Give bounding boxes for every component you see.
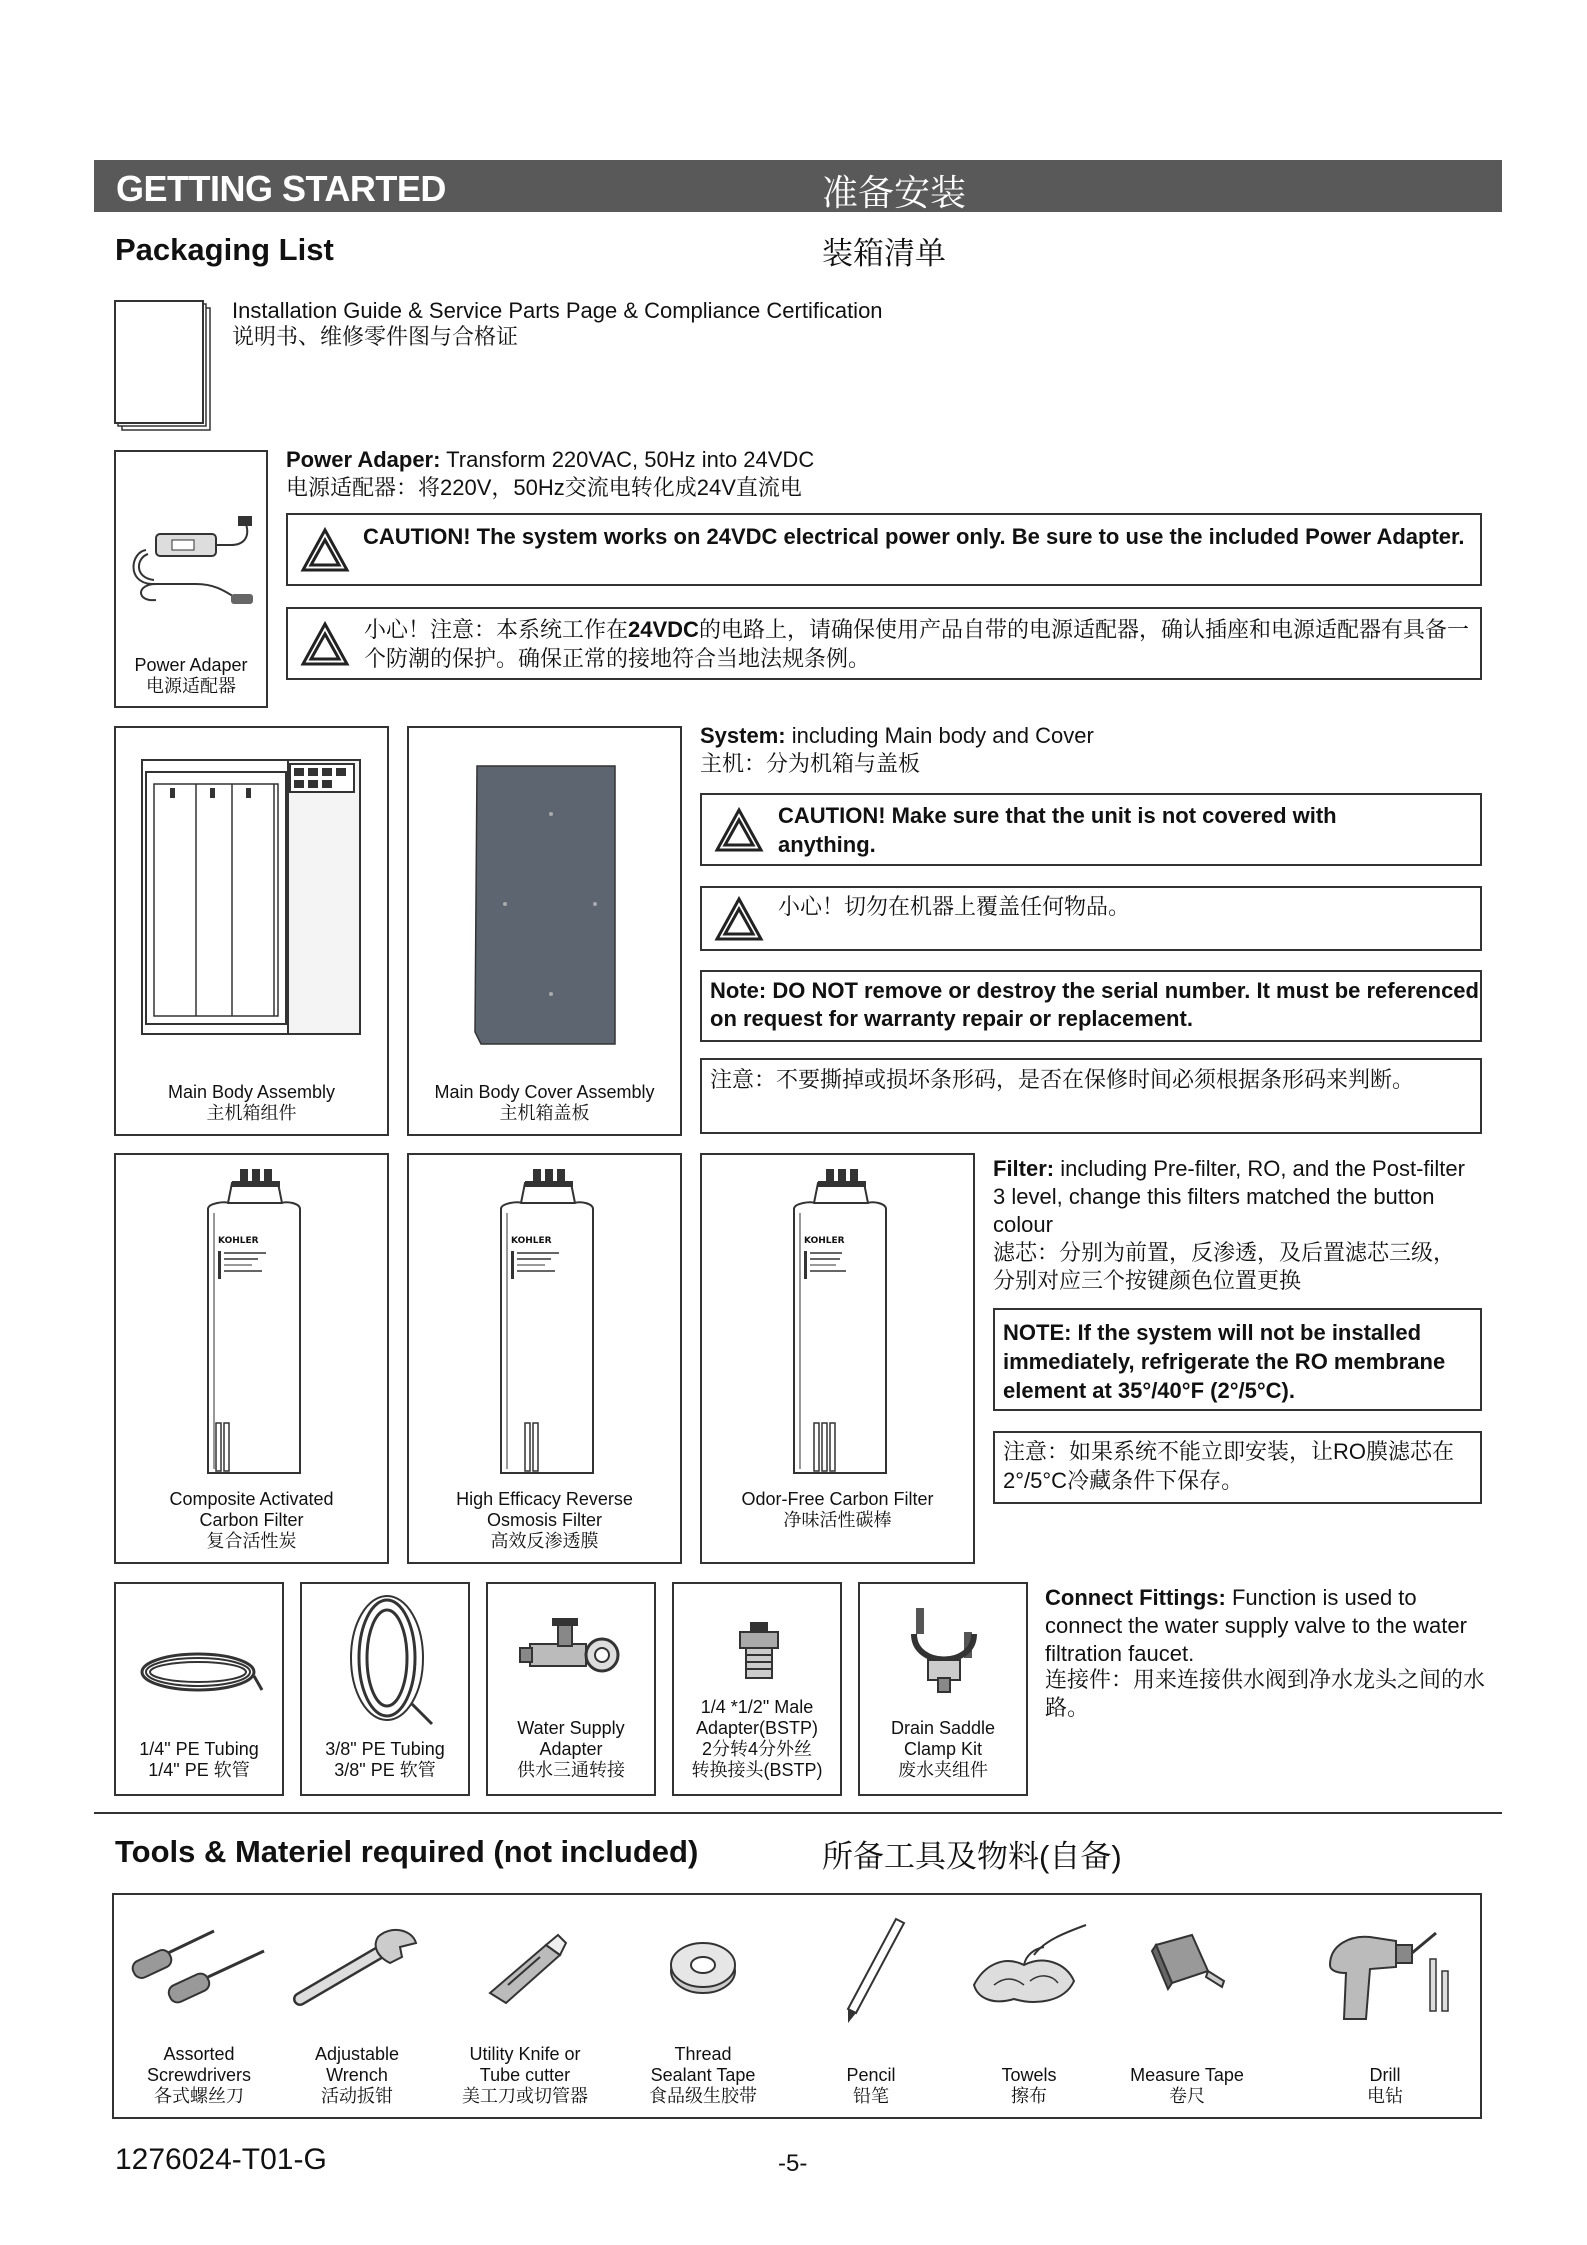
fittings-label <box>1045 1584 1485 1668</box>
fitting-5-cap-l3: 废水夹组件 <box>898 1760 988 1780</box>
tool-6-cap-l3: 擦布 <box>1011 2086 1047 2106</box>
tools-title-zh: 所备工具及物料(自备) <box>822 1839 1122 1874</box>
fitting-3-cap-l3: 供水三通转接 <box>517 1760 625 1780</box>
filter-1-cap-en2: Carbon Filter <box>199 1510 304 1530</box>
power-caution-zh-part2: 的电路上，请确保使用产品自带的电源适配器，确认插座和电源适配器有具备一个防潮的保护。确保正常的接地符合当地法规条例。 <box>364 617 1469 671</box>
filter-label-zh: 滤芯：分别为前置，反渗透，及后置滤芯三级，分别对应三个按键颜色位置更换 <box>993 1240 1456 1293</box>
filter-1-cap-zh: 复合活性炭 <box>206 1531 297 1551</box>
fitting-2-cap-l2: 3/8" PE 软管 <box>334 1760 436 1780</box>
male-adapter-icon <box>736 1622 782 1680</box>
power-caution-en <box>286 513 1482 586</box>
tubing-coil-icon <box>138 1646 264 1698</box>
fitting-4-cap-l4: 转换接头(BSTP) <box>691 1760 823 1780</box>
drain-saddle-icon <box>908 1608 982 1694</box>
system-caution-zh-text: 小心！切勿在机器上覆盖任何物品。 <box>778 894 1131 919</box>
drill-icon <box>1310 1915 1460 2025</box>
tool-5-cap-l3: 铅笔 <box>853 2086 889 2106</box>
tool-screwdrivers <box>124 1895 274 2119</box>
guide-label-en: Installation Guide & Service Parts Page & Compliance Certification <box>232 298 883 323</box>
main-body-cap-en: Main Body Assembly <box>167 1082 336 1102</box>
packaging-title-en: Packaging List <box>115 232 334 267</box>
tools-box <box>112 1893 1482 2119</box>
power-adapter-label-rest: Transform 220VAC, 50Hz into 24VDC <box>440 447 815 472</box>
filter-3-cap-zh: 净味活性碳棒 <box>783 1510 892 1530</box>
power-caution-en-text: CAUTION! The system works on 24VDC electrical power only. Be sure to use the included Power Adapter. <box>363 524 1465 549</box>
fitting-5-cap-l2: Clamp Kit <box>903 1739 983 1759</box>
system-label-rest: including Main body and Cover <box>785 723 1094 748</box>
filter-box-2 <box>407 1153 682 1564</box>
tool-8-cap-l3: 电钻 <box>1367 2086 1403 2106</box>
filter-cartridge-icon <box>792 1169 888 1479</box>
system-caution-zh <box>700 886 1482 951</box>
tool-measure-tape <box>1112 1895 1262 2119</box>
power-adapter-cap-en: Power Adaper <box>134 655 248 675</box>
ro-note-zh: 注意：如果系统不能立即安装，让RO膜滤芯在2°/5°C冷藏条件下保存。 <box>993 1431 1482 1504</box>
main-cover-cap-zh: 主机箱盖板 <box>499 1103 590 1123</box>
fitting-4-cap-l1: 1/4 *1/2" Male <box>700 1697 814 1717</box>
power-adapter-label <box>286 446 814 474</box>
warning-triangle-icon <box>300 621 350 667</box>
serial-note-en: Note: DO NOT remove or destroy the serial number. It must be referenced on request for warranty repair or replacement. <box>700 970 1482 1042</box>
tool-2-cap-l1: Adjustable <box>314 2044 400 2064</box>
tool-2-cap-l3: 活动扳钳 <box>321 2086 393 2106</box>
tool-3-cap-l1: Utility Knife or <box>469 2044 581 2064</box>
main-body-cap-zh: 主机箱组件 <box>206 1103 297 1123</box>
filter-2-cap-zh: 高效反渗透膜 <box>490 1531 599 1551</box>
filter-3-cap-en1: Odor-Free Carbon Filter <box>741 1489 934 1509</box>
main-body-icon <box>140 758 362 1038</box>
tool-pencil <box>796 1895 946 2119</box>
filter-box-3 <box>700 1153 975 1564</box>
system-caution-en-text: CAUTION! Make sure that the unit is not covered with anything. <box>778 803 1337 857</box>
tool-5-cap-l2: Pencil <box>846 2065 896 2085</box>
tool-7-cap-l2: Measure Tape <box>1130 2065 1244 2085</box>
tool-7-cap-l3: 卷尺 <box>1169 2086 1205 2106</box>
system-label <box>700 722 1094 750</box>
fitting-box-drain-saddle <box>858 1582 1028 1796</box>
fittings-label-rest: Function is used to connect the water supply valve to the water filtration faucet. <box>1045 1585 1467 1666</box>
fitting-2-cap-l1: 3/8" PE Tubing <box>325 1739 445 1759</box>
warning-triangle-icon <box>300 527 350 573</box>
utility-knife-icon <box>450 1915 600 2015</box>
kohler-logo-text: KOHLER <box>511 1236 552 1246</box>
tool-8-cap-l2: Drill <box>1369 2065 1401 2085</box>
main-cover-box <box>407 726 682 1136</box>
tool-3-cap-l2: Tube cutter <box>479 2065 571 2085</box>
power-adapter-label-bold: Power Adaper: <box>286 447 441 472</box>
ro-note-en: NOTE: If the system will not be installed immediately, refrigerate the RO membrane element at 35°/40°F (2°/5°C). <box>993 1308 1482 1411</box>
main-cover-cap-en: Main Body Cover Assembly <box>434 1082 655 1102</box>
kohler-logo-text: KOHLER <box>218 1236 259 1246</box>
tool-4-cap-l2: Sealant Tape <box>650 2065 756 2085</box>
warning-triangle-icon <box>714 807 764 853</box>
power-caution-zh <box>286 607 1482 680</box>
filter-cartridge-icon <box>499 1169 595 1479</box>
fittings-label-bold: Connect Fittings: <box>1045 1585 1226 1610</box>
section-title-en: GETTING STARTED <box>116 168 446 209</box>
screwdriver-icon <box>124 1915 274 2015</box>
filter-label <box>993 1155 1473 1239</box>
tools-title-en: Tools & Materiel required (not included) <box>115 1834 699 1869</box>
system-label-bold: System: <box>700 723 786 748</box>
section-title-zh: 准备安装 <box>822 172 967 213</box>
filter-box-1 <box>114 1153 389 1564</box>
power-caution-zh-text <box>364 615 1472 673</box>
fitting-1-cap-l1: 1/4" PE Tubing <box>139 1739 259 1759</box>
towel-icon <box>954 1915 1104 2015</box>
wrench-icon <box>282 1915 432 2015</box>
kohler-logo-text: KOHLER <box>804 1236 845 1246</box>
fitting-1-cap-l2: 1/4" PE 软管 <box>148 1760 250 1780</box>
warning-triangle-icon <box>714 896 764 942</box>
power-adapter-icon <box>126 512 260 612</box>
fitting-3-cap-l2: Adapter <box>539 1739 603 1759</box>
doc-number: 1276024-T01-G <box>115 2143 327 2176</box>
fitting-box-pe-tubing-three-eighths <box>300 1582 470 1796</box>
fitting-box-male-adapter <box>672 1582 842 1796</box>
tool-utility-knife <box>440 1895 610 2119</box>
power-caution-zh-bold: 24VDC <box>628 617 699 642</box>
power-caution-zh-part1: 小心！注意：本系统工作在 <box>364 617 629 642</box>
page-number: -5- <box>778 2150 808 2177</box>
pencil-icon <box>796 1915 946 2025</box>
filter-cartridge-icon <box>206 1169 302 1479</box>
fitting-box-water-supply-adapter <box>486 1582 656 1796</box>
filter-1-cap-en1: Composite Activated <box>169 1489 334 1509</box>
power-adapter-box <box>114 450 268 708</box>
tool-1-cap-l3: 各式螺丝刀 <box>154 2086 244 2106</box>
main-cover-icon <box>473 762 619 1048</box>
fitting-box-pe-tubing-quarter <box>114 1582 284 1796</box>
power-adapter-cap-zh: 电源适配器 <box>146 676 236 696</box>
packaging-title-zh: 装箱清单 <box>822 236 946 271</box>
tool-6-cap-l2: Towels <box>1001 2065 1057 2085</box>
fitting-4-cap-l3: 2分转4分外丝 <box>701 1739 813 1759</box>
tool-sealant-tape <box>618 1895 788 2119</box>
tool-drill <box>1300 1895 1470 2119</box>
measure-tape-icon <box>1112 1915 1262 2015</box>
tool-towels <box>954 1895 1104 2119</box>
tool-2-cap-l2: Wrench <box>326 2065 388 2085</box>
power-adapter-label-zh: 电源适配器：将220V，50Hz交流电转化成24V直流电 <box>286 475 802 500</box>
tool-4-cap-l3: 食品级生胶带 <box>649 2086 757 2106</box>
system-label-zh: 主机：分为机箱与盖板 <box>700 751 921 776</box>
fitting-5-cap-l1: Drain Saddle <box>890 1718 996 1738</box>
section-header-bar <box>94 160 1502 212</box>
filter-label-rest: including Pre-filter, RO, and the Post-filter 3 level, change this filters matched the button colour <box>993 1156 1465 1237</box>
filter-label-bold: Filter: <box>993 1156 1055 1181</box>
tool-wrench <box>282 1895 432 2119</box>
section-divider <box>94 1812 1502 1814</box>
tool-3-cap-l3: 美工刀或切管器 <box>462 2086 588 2106</box>
filter-2-cap-en1: High Efficacy Reverse <box>456 1489 633 1509</box>
booklet-icon <box>114 300 214 434</box>
tool-1-cap-l1: Assorted <box>163 2044 235 2064</box>
system-caution-en <box>700 793 1482 866</box>
filter-2-cap-en2: Osmosis Filter <box>486 1510 602 1530</box>
main-body-box <box>114 726 389 1136</box>
fittings-label-zh: 连接件：用来连接供水阀到净水龙头之间的水路。 <box>1045 1667 1486 1720</box>
sealant-tape-icon <box>628 1915 778 2015</box>
guide-label-zh: 说明书、维修零件图与合格证 <box>232 324 519 349</box>
fitting-3-cap-l1: Water Supply <box>517 1718 625 1738</box>
tool-1-cap-l2: Screwdrivers <box>146 2065 252 2085</box>
fitting-4-cap-l2: Adapter(BSTP) <box>695 1718 819 1738</box>
tubing-coil-icon <box>332 1594 442 1728</box>
serial-note-zh: 注意：不要撕掉或损坏条形码，是否在保修时间必须根据条形码来判断。 <box>700 1058 1482 1134</box>
tool-4-cap-l1: Thread <box>674 2044 732 2064</box>
water-supply-adapter-icon <box>518 1618 628 1688</box>
